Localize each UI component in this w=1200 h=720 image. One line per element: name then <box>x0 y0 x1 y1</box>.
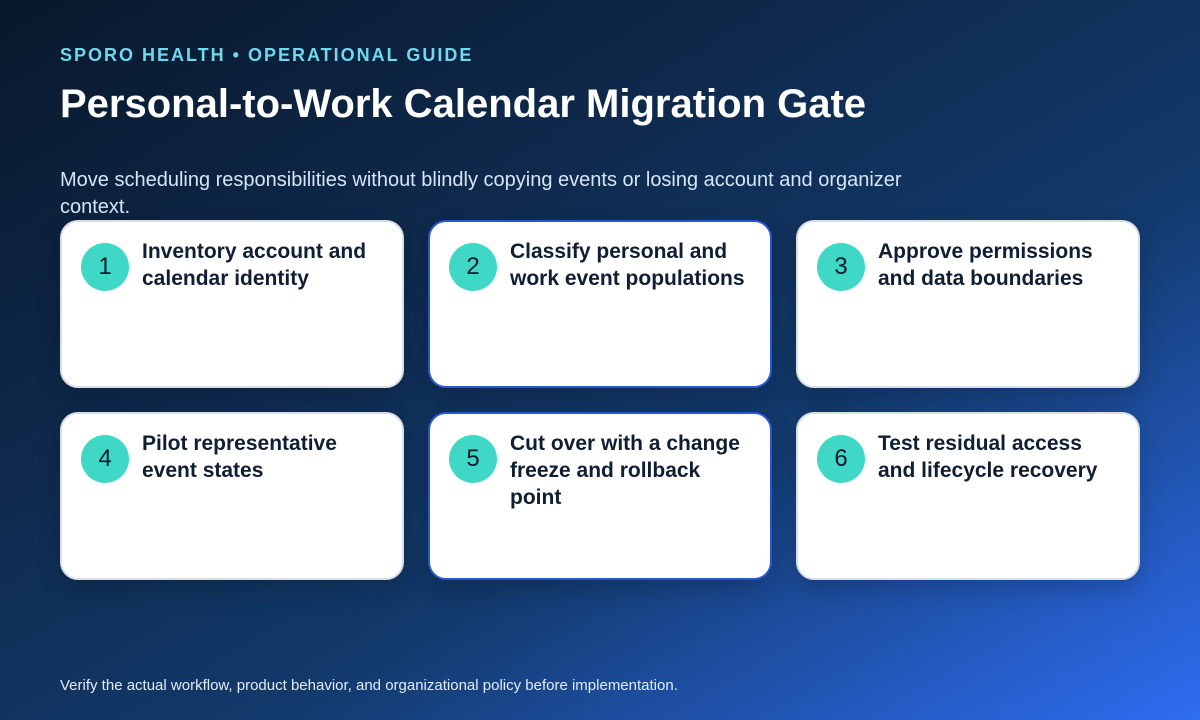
step-number-badge: 1 <box>81 243 129 291</box>
step-card-3 <box>796 220 1140 388</box>
page-subtitle: Move scheduling responsibilities without blindly copying events or losing account and organizer context. <box>60 169 902 218</box>
step-number-badge: 4 <box>81 435 129 483</box>
step-card-1 <box>60 220 404 388</box>
step-label: Pilot representative event states <box>142 432 337 482</box>
step-number-badge: 6 <box>817 435 865 483</box>
step-card-6 <box>796 412 1140 580</box>
eyebrow-label: SPORO HEALTH • OPERATIONAL GUIDE <box>60 45 474 65</box>
step-number-badge: 3 <box>817 243 865 291</box>
step-card-5 <box>428 412 772 580</box>
step-card-2 <box>428 220 772 388</box>
step-number-badge: 5 <box>449 435 497 483</box>
footer-note: Verify the actual workflow, product behavior, and organizational policy before implementation. <box>60 677 678 694</box>
step-label: Classify personal and work event populations <box>510 240 745 290</box>
step-label: Test residual access and lifecycle recovery <box>878 432 1098 482</box>
page-title: Personal-to-Work Calendar Migration Gate <box>60 82 867 126</box>
step-number-badge: 2 <box>449 243 497 291</box>
step-label: Approve permissions and data boundaries <box>878 240 1093 290</box>
step-label: Inventory account and calendar identity <box>142 240 367 290</box>
steps-grid <box>60 220 1140 580</box>
step-card-4 <box>60 412 404 580</box>
step-label: Cut over with a change freeze and rollback point <box>510 432 740 509</box>
